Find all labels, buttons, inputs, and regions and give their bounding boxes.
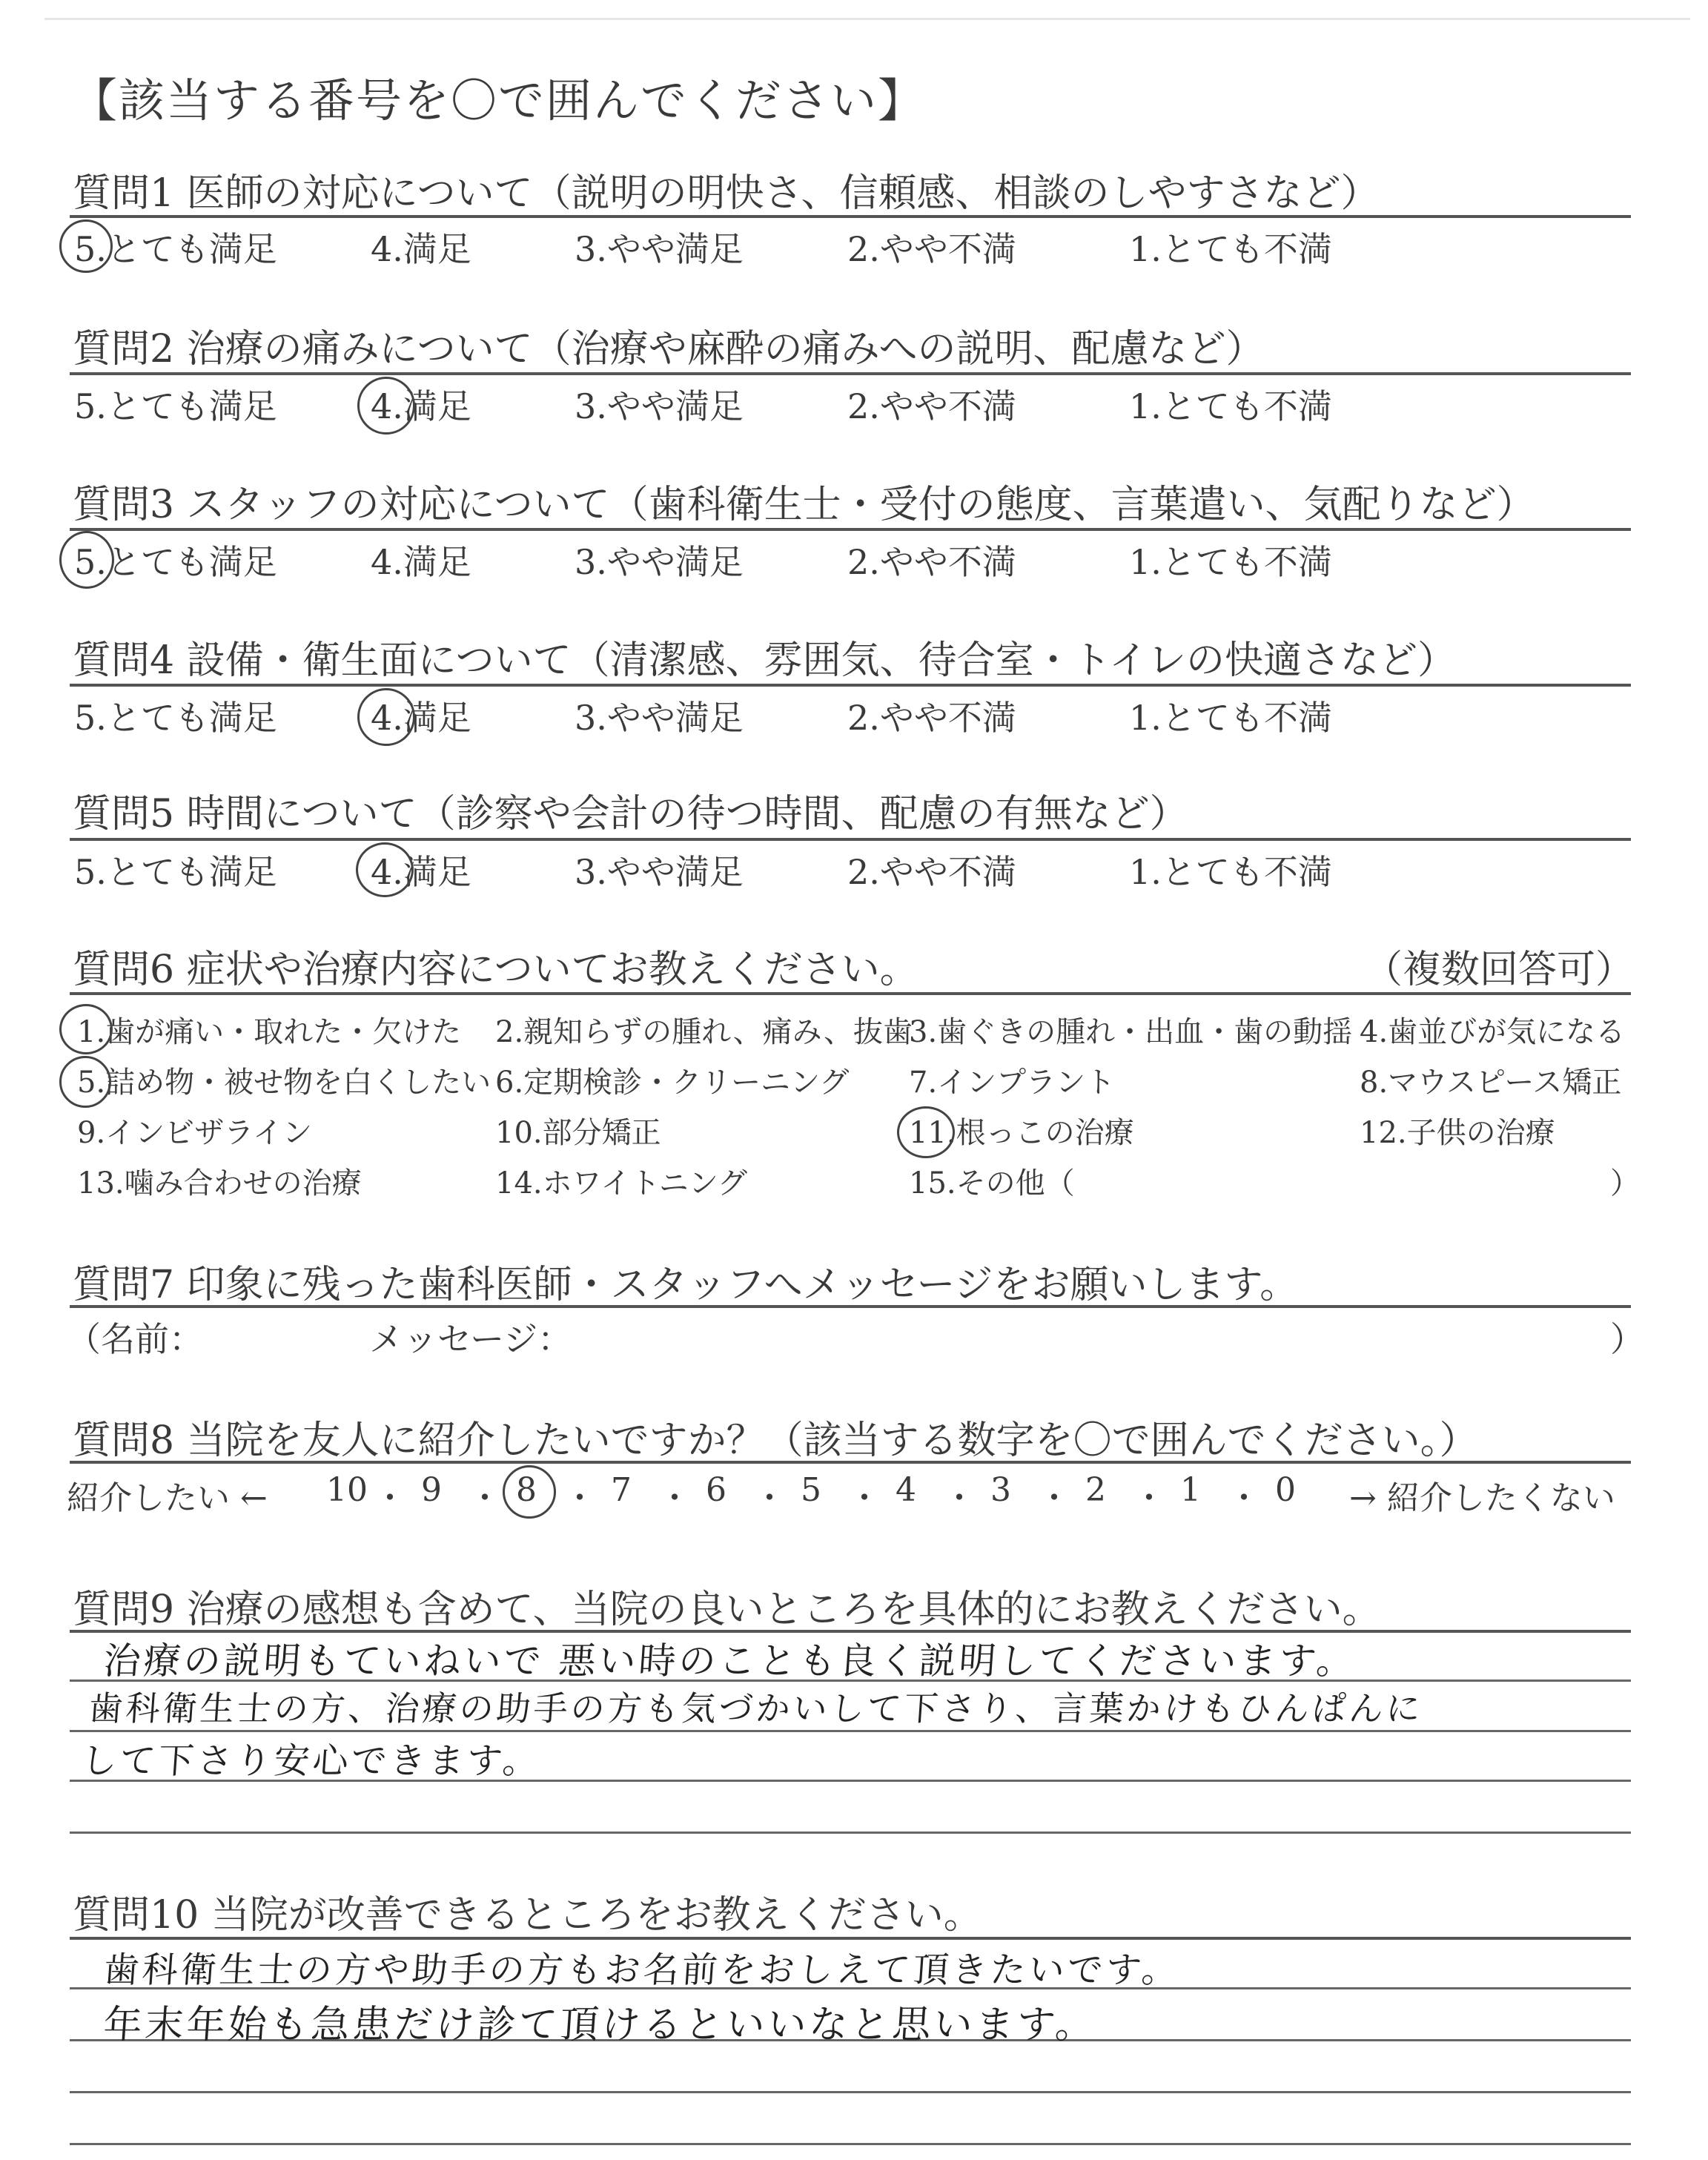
question-10-title: 質問10 当院が改善できるところをお教えください。 xyxy=(73,1893,982,1938)
q1-option-3[interactable]: 3.やや満足 xyxy=(575,229,744,269)
q6-selection-circle-1 xyxy=(59,1004,113,1054)
q1-option-2[interactable]: 2.やや不満 xyxy=(847,229,1016,269)
q8-scale-option-9[interactable]: 9 xyxy=(421,1471,442,1509)
q6-selection-circle-11 xyxy=(897,1106,955,1158)
q10-answer-line-3 xyxy=(70,2091,1631,2093)
q8-scale-separator: ・ xyxy=(1228,1479,1260,1517)
q10-answer-line-4 xyxy=(70,2143,1631,2145)
q8-scale-option-4[interactable]: 4 xyxy=(896,1471,916,1509)
q1-option-4[interactable]: 4.満足 xyxy=(371,229,471,269)
q8-scale-option-2[interactable]: 2 xyxy=(1085,1471,1106,1509)
q6-item-1[interactable]: 1.歯が痛い・取れた・欠けた xyxy=(77,1015,462,1049)
q2-option-5[interactable]: 5.とても満足 xyxy=(74,386,277,426)
question-5-title: 質問5 時間について（診察や会計の待つ時間、配慮の有無など） xyxy=(73,792,1188,836)
q6-item-7[interactable]: 7.インプラント xyxy=(909,1066,1116,1100)
instruction-header: 【該当する番号を〇で囲んでください】 xyxy=(71,73,926,128)
q7-message-label: メッセージ： xyxy=(369,1319,572,1359)
question-2-rule xyxy=(70,372,1631,375)
q3-option-3[interactable]: 3.やや満足 xyxy=(575,542,744,582)
q8-selection-circle xyxy=(503,1465,556,1519)
q1-selection-circle xyxy=(59,219,113,273)
q8-scale-option-5[interactable]: 5 xyxy=(801,1471,821,1509)
q6-item-8[interactable]: 8.マウスピース矯正 xyxy=(1360,1066,1622,1100)
question-10-rule xyxy=(70,1937,1631,1940)
q6-other-close-paren: ） xyxy=(1610,1166,1640,1200)
q4-option-4[interactable]: 4.満足 xyxy=(371,698,471,738)
q1-option-5[interactable]: 5.とても満足 xyxy=(74,229,277,269)
q9-answer-line-4 xyxy=(70,1832,1631,1834)
question-1-title: 質問1 医師の対応について（説明の明快さ、信頼感、相談のしやすさなど） xyxy=(73,171,1380,216)
q8-scale-separator: ・ xyxy=(563,1479,596,1517)
q8-scale-separator: ・ xyxy=(943,1479,976,1517)
q6-item-14[interactable]: 14.ホワイトニング xyxy=(495,1166,748,1200)
q8-scale-option-1[interactable]: 1 xyxy=(1180,1471,1201,1509)
q6-item-13[interactable]: 13.噛み合わせの治療 xyxy=(77,1166,362,1200)
question-1-rule xyxy=(70,215,1631,218)
q6-item-12[interactable]: 12.子供の治療 xyxy=(1360,1116,1555,1150)
question-6-title: 質問6 症状や治療内容についてお教えください。 xyxy=(73,948,918,992)
q6-item-4[interactable]: 4.歯並びが気になる xyxy=(1360,1015,1626,1049)
scan-top-edge xyxy=(44,18,1690,20)
q6-item-9[interactable]: 9.インビザライン xyxy=(77,1116,312,1150)
q7-close-paren: ） xyxy=(1610,1319,1644,1359)
question-6-rule xyxy=(70,992,1631,995)
q3-option-5[interactable]: 5.とても満足 xyxy=(74,542,277,582)
q9-handwritten-3: して下さり安心できます。 xyxy=(79,1740,543,1782)
q2-option-4[interactable]: 4.満足 xyxy=(371,386,471,426)
q6-item-11[interactable]: 11.根っこの治療 xyxy=(909,1116,1134,1150)
question-8-title: 質問8 当院を友人に紹介したいですか？（該当する数字を〇で囲んでください。） xyxy=(73,1418,1478,1463)
q5-option-5[interactable]: 5.とても満足 xyxy=(74,852,277,892)
question-6-note: （複数回答可） xyxy=(1364,948,1635,992)
q2-option-2[interactable]: 2.やや不満 xyxy=(847,386,1016,426)
q7-name-label: （名前： xyxy=(67,1319,203,1359)
q6-selection-circle-5 xyxy=(59,1056,111,1108)
q8-left-label: 紹介したい ← xyxy=(67,1479,268,1517)
question-3-title: 質問3 スタッフの対応について（歯科衛生士・受付の態度、言葉遣い、気配りなど） xyxy=(73,483,1535,527)
question-8-rule xyxy=(70,1461,1631,1464)
q8-scale-option-3[interactable]: 3 xyxy=(990,1471,1011,1509)
q4-option-2[interactable]: 2.やや不満 xyxy=(847,698,1016,738)
q4-selection-circle xyxy=(357,688,415,746)
q3-selection-circle xyxy=(59,531,114,589)
q3-option-2[interactable]: 2.やや不満 xyxy=(847,542,1016,582)
q8-scale-separator: ・ xyxy=(848,1479,881,1517)
q8-scale-separator: ・ xyxy=(1133,1479,1165,1517)
q5-option-4[interactable]: 4.満足 xyxy=(371,852,471,892)
q3-option-1[interactable]: 1.とても不満 xyxy=(1129,542,1332,582)
q6-item-5[interactable]: 5.詰め物・被せ物を白くしたい xyxy=(77,1066,491,1100)
q5-option-1[interactable]: 1.とても不満 xyxy=(1129,852,1332,892)
q2-option-1[interactable]: 1.とても不満 xyxy=(1129,386,1332,426)
q5-selection-circle xyxy=(356,842,414,897)
q2-option-3[interactable]: 3.やや満足 xyxy=(575,386,744,426)
q9-handwritten-2: 歯科衛生士の方、治療の助手の方も気づかいして下さり、言葉かけもひんぱんに xyxy=(87,1688,1425,1728)
question-7-title: 質問7 印象に残った歯科医師・スタッフへメッセージをお願いします。 xyxy=(73,1263,1299,1307)
q6-item-15[interactable]: 15.その他（ xyxy=(909,1166,1075,1200)
q10-handwritten-2: 年末年始も急患だけ診て頂けるといいなと思います。 xyxy=(102,2003,1099,2047)
q5-option-3[interactable]: 3.やや満足 xyxy=(575,852,744,892)
q7-message-field[interactable] xyxy=(563,1312,1601,1350)
question-2-title: 質問2 治療の痛みについて（治療や麻酔の痛みへの説明、配慮など） xyxy=(73,327,1265,371)
q8-scale-separator: ・ xyxy=(753,1479,786,1517)
q1-option-1[interactable]: 1.とても不満 xyxy=(1129,229,1332,269)
q8-scale-option-10[interactable]: 10 xyxy=(326,1471,368,1509)
q8-scale-option-7[interactable]: 7 xyxy=(611,1471,632,1509)
q8-scale-separator: ・ xyxy=(1038,1479,1070,1517)
q3-option-4[interactable]: 4.満足 xyxy=(371,542,471,582)
question-9-title: 質問9 治療の感想も含めて、当院の良いところを具体的にお教えください。 xyxy=(73,1588,1381,1632)
question-4-rule xyxy=(70,684,1631,687)
q8-scale-separator: ・ xyxy=(374,1479,406,1517)
q4-option-5[interactable]: 5.とても満足 xyxy=(74,698,277,738)
q4-option-3[interactable]: 3.やや満足 xyxy=(575,698,744,738)
q9-handwritten-1: 治療の説明もていねいで 悪い時のことも良く説明してくださいます。 xyxy=(102,1639,1358,1682)
q6-item-10[interactable]: 10.部分矯正 xyxy=(495,1116,661,1150)
question-7-rule xyxy=(70,1305,1631,1308)
question-5-rule xyxy=(70,838,1631,841)
q6-item-6[interactable]: 6.定期検診・クリーニング xyxy=(495,1066,850,1100)
q8-scale-option-6[interactable]: 6 xyxy=(706,1471,726,1509)
q8-scale-separator: ・ xyxy=(658,1479,691,1517)
q6-item-2[interactable]: 2.親知らずの腫れ、痛み、抜歯 xyxy=(495,1015,913,1049)
q6-item-3[interactable]: 3.歯ぐきの腫れ・出血・歯の動揺 xyxy=(909,1015,1353,1049)
q8-scale-option-0[interactable]: 0 xyxy=(1275,1471,1296,1509)
q5-option-2[interactable]: 2.やや不満 xyxy=(847,852,1016,892)
q8-right-label: → 紹介したくない xyxy=(1349,1479,1615,1517)
q8-scale-option-8[interactable]: 8 xyxy=(516,1471,537,1509)
question-4-title: 質問4 設備・衛生面について（清潔感、雰囲気、待合室・トイレの快適さなど） xyxy=(73,638,1456,683)
q4-option-1[interactable]: 1.とても不満 xyxy=(1129,698,1332,738)
question-3-rule xyxy=(70,528,1631,531)
q2-selection-circle xyxy=(357,377,415,435)
q10-handwritten-1: 歯科衛生士の方や助手の方もお名前をおしえて頂きたいです。 xyxy=(102,1949,1182,1991)
q7-name-field[interactable] xyxy=(222,1312,356,1350)
q8-scale-separator: ・ xyxy=(469,1479,501,1517)
